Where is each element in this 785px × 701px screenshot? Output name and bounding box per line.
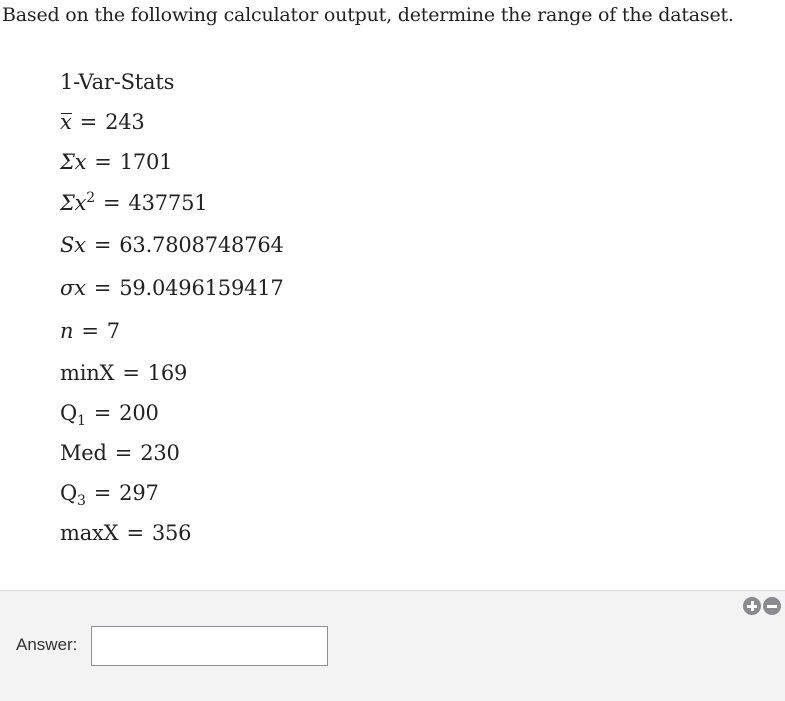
sum-x2-exponent: 2 [86, 190, 96, 206]
stat-mean [60, 110, 145, 134]
minx-label: minX [60, 361, 115, 385]
median-value: 230 [140, 441, 180, 465]
minx-value: 169 [147, 361, 188, 385]
sigma-x-value: 59.0496159417 [119, 276, 284, 300]
stat-sum-x2 [60, 191, 207, 215]
q1-value: 200 [119, 401, 159, 425]
equals-sign: = [93, 481, 112, 505]
stat-n [60, 319, 120, 343]
mean-value: 243 [105, 110, 145, 134]
maxx-value: 356 [151, 521, 192, 545]
equals-sign: = [126, 521, 144, 545]
sum-x-symbol: Σx [60, 150, 87, 174]
answer-panel [0, 590, 785, 701]
answer-input[interactable] [91, 626, 328, 666]
equals-sign: = [81, 319, 99, 343]
minus-stroke [767, 605, 777, 608]
median-label: Med [60, 441, 107, 465]
n-value: 7 [106, 319, 120, 343]
stat-maxx [60, 521, 191, 545]
stat-minx [60, 361, 187, 385]
sum-x2-value: 437751 [128, 191, 208, 215]
sx-value: 63.7808748764 [119, 233, 284, 257]
question-text: Based on the following calculator output, determine the range of the dataset. [2, 4, 734, 26]
stat-q1 [60, 401, 159, 430]
stat-sigma-x [60, 276, 284, 300]
mean-symbol: x [60, 110, 72, 134]
sx-symbol: Sx [60, 233, 86, 257]
equals-sign: = [103, 191, 121, 215]
equals-sign: = [93, 276, 112, 300]
plus-vertical-stroke [751, 601, 754, 611]
q1-label: Q [60, 401, 78, 425]
sigma-x-symbol: σx [60, 276, 86, 300]
minus-circle-icon[interactable] [763, 597, 781, 615]
equals-sign: = [79, 110, 98, 134]
q3-label: Q [60, 481, 78, 505]
q1-subscript: 1 [77, 413, 86, 430]
stat-sum-x [60, 150, 172, 174]
equals-sign: = [122, 361, 140, 385]
equals-sign: = [93, 401, 112, 425]
stat-median [60, 441, 180, 465]
sum-x2-symbol: Σx [60, 191, 87, 215]
zoom-controls [743, 597, 781, 615]
equals-sign: = [114, 441, 133, 465]
maxx-label: maxX [60, 521, 119, 545]
answer-label: Answer: [16, 635, 78, 654]
stat-sx [60, 233, 284, 257]
stat-q3 [60, 481, 159, 510]
stats-title: 1-Var-Stats [60, 70, 175, 94]
q3-value: 297 [119, 481, 159, 505]
q3-subscript: 3 [77, 493, 86, 510]
n-symbol: n [60, 319, 74, 343]
plus-circle-icon[interactable] [743, 597, 761, 615]
sum-x-value: 1701 [119, 150, 173, 174]
equals-sign: = [93, 233, 112, 257]
equals-sign: = [94, 150, 112, 174]
